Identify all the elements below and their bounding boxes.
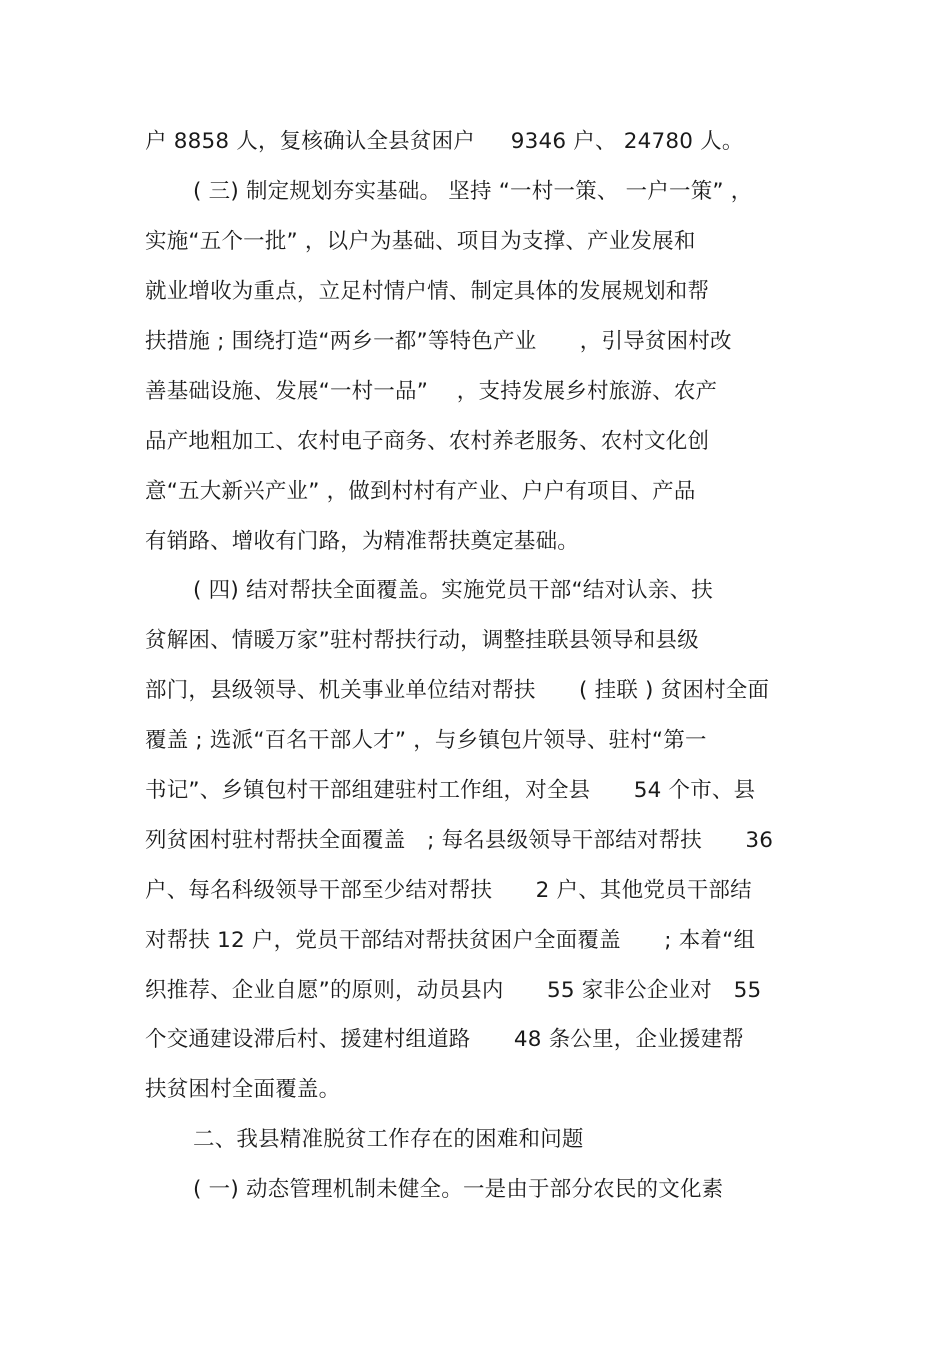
text-line: ( 三) 制定规划夯实基础。 坚持 “一村一策、 一户一策” ， <box>193 179 753 204</box>
text-line: 覆盖 ; 选派“百名干部人才” ，与乡镇包片领导、驻村“第一 <box>145 728 707 753</box>
text-line: 扶贫困村全面覆盖。 <box>145 1077 341 1102</box>
text-line: 意“五大新兴产业” ，做到村村有产业、户户有项目、产品 <box>145 479 696 504</box>
text-line: 贫解困、情暖万家”驻村帮扶行动，调整挂联县领导和县级 <box>145 628 699 653</box>
text-line: 扶措施 ; 围绕打造“两乡一都”等特色产业 ，引导贫困村改 <box>145 329 732 354</box>
text-line: ( 四) 结对帮扶全面覆盖。实施党员干部“结对认亲、扶 <box>193 578 713 603</box>
text-line: 个交通建设滞后村、援建村组道路 48 条公里，企业援建帮 <box>145 1027 744 1052</box>
text-line: 善基础设施、发展“一村一品” ，支持发展乡村旅游、农产 <box>145 379 718 404</box>
text-line: 有销路、增收有门路，为精准帮扶奠定基础。 <box>145 529 580 554</box>
text-line: 列贫困村驻村帮扶全面覆盖 ; 每名县级领导干部结对帮扶 36 <box>145 828 774 853</box>
text-line: 户 8858 人，复核确认全县贫困户 9346 户、 24780 人。 <box>145 129 744 154</box>
text-line: 部门，县级领导、机关事业单位结对帮扶 ( 挂联 ) 贫困村全面 <box>145 678 770 703</box>
text-line: 品产地粗加工、农村电子商务、农村养老服务、农村文化创 <box>145 429 710 454</box>
section-heading: 二、我县精准脱贫工作存在的困难和问题 <box>193 1127 584 1152</box>
text-line: 实施“五个一批” ，以户为基础、项目为支撑、产业发展和 <box>145 229 696 254</box>
text-line: 对帮扶 12 户，党员干部结对帮扶贫困户全面覆盖 ; 本着“组 <box>145 928 756 953</box>
text-line: ( 一) 动态管理机制未健全。一是由于部分农民的文化素 <box>193 1177 724 1202</box>
text-line: 书记”、乡镇包村干部组建驻村工作组，对全县 54 个市、县 <box>145 778 756 803</box>
text-line: 就业增收为重点，立足村情户情、制定具体的发展规划和帮 <box>145 279 710 304</box>
text-line: 织推荐、企业自愿”的原则，动员县内 55 家非公企业对 55 <box>145 978 762 1003</box>
text-line: 户、每名科级领导干部至少结对帮扶 2 户、其他党员干部结 <box>145 878 752 903</box>
